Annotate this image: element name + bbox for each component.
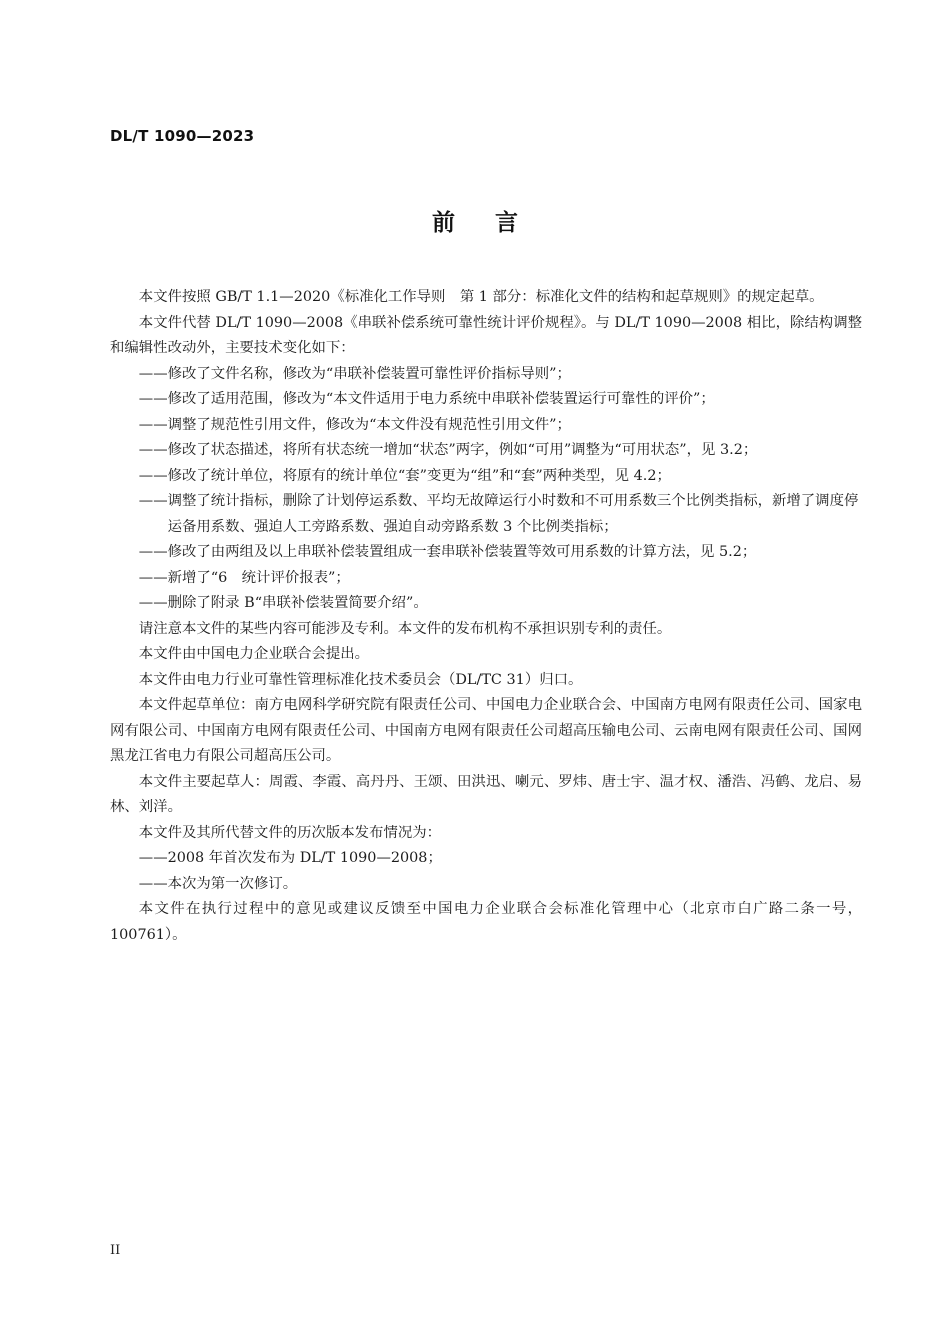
paragraph-patent-notice: 请注意本文件的某些内容可能涉及专利。本文件的发布机构不承担识别专利的责任。 [138,620,672,637]
list-item [110,540,862,566]
list-item-text: 删除了附录 B“串联补偿装置简要介绍”。 [167,595,428,611]
list-item-text: 新增了“6 统计评价报表”； [167,569,350,586]
list-item-text: 修改了统计单位，将原有的统计单位“套”变更为“组”和“套”两种类型，见 4.2； [167,467,671,484]
list-item-text: 本次为第一次修订。 [167,875,298,892]
list-item-text: 2008 年首次发布为 DL/T 1090—2008； [167,850,442,866]
page-number: II [110,1243,121,1258]
list-item [110,566,862,592]
paragraph-history-intro: 本文件及其所代替文件的历次版本发布情况为： [138,824,442,841]
dash-bullet: —— [138,595,168,611]
paragraph-drafting-rules: 本文件按照 GB/T 1.1—2020《标准化工作导则 第 1 部分：标准化文件的结构和起草规则》的规定起草。 [138,289,824,305]
dash-bullet: —— [138,875,168,892]
paragraph-drafters: 本文件主要起草人：周霞、李霞、高丹丹、王颂、田洪迅、喇元、罗炜、唐士宇、温才权、潘浩、冯鹤、龙启、易林、刘洋。 [110,773,862,815]
list-item [110,591,862,617]
list-item [110,387,862,413]
list-item [110,413,862,439]
list-item-text: 调整了规范性引用文件，修改为“本文件没有规范性引用文件”； [167,416,571,433]
dash-bullet: —— [138,544,168,560]
list-item [110,489,862,540]
dash-bullet: —— [138,416,168,433]
list-item-text: 修改了适用范围，修改为“本文件适用于电力系统中串联补偿装置运行可靠性的评价”； [167,391,715,407]
list-item-text: 修改了状态描述，将所有状态统一增加“状态”两字，例如“可用”调整为“可用状态”，见 3.2； [167,442,758,458]
title-char-1: 前 [432,210,455,236]
list-item-text: 调整了统计指标，删除了计划停运系数、平均无故障运行小时数和不可用系数三个比例类指标，新增了调度停运备用系数、强迫人工旁路系数、强迫自动旁路系数 3 个比例类指标； [167,493,859,535]
document-code-header: DL/T 1090—2023 [110,127,255,145]
list-item [110,464,862,490]
dash-bullet: —— [138,850,168,866]
paragraph-replacement: 本文件代替 DL/T 1090—2008《串联补偿系统可靠性统计评价规程》。与 DL/T 1090—2008 相比，除结构调整和编辑性改动外，主要技术变化如下： [110,314,862,356]
list-item [110,846,862,872]
paragraph-committee: 本文件由电力行业可靠性管理标准化技术委员会（DL/TC 31）归口。 [138,671,583,688]
paragraph-proposer: 本文件由中国电力企业联合会提出。 [138,646,370,662]
title-char-2: 言 [495,210,518,236]
section-title [0,204,950,237]
list-item [110,438,862,464]
dash-bullet: —— [138,467,168,484]
dash-bullet: —— [138,365,168,382]
list-item [110,872,862,898]
dash-bullet: —— [138,493,168,509]
list-item-text: 修改了由两组及以上串联补偿装置组成一套串联补偿装置等效可用系数的计算方法，见 5.2； [167,544,757,560]
dash-bullet: —— [138,569,168,586]
list-item [110,362,862,388]
dash-bullet: —— [138,442,168,458]
list-item-text: 修改了文件名称，修改为“串联补偿装置可靠性评价指标导则”； [167,365,571,382]
paragraph-drafting-units: 本文件起草单位：南方电网科学研究院有限责任公司、中国电力企业联合会、中国南方电网有限责任公司、国家电网有限公司、中国南方电网有限责任公司、中国南方电网有限责任公司超高压输电公司、云南电网有限责任公司、国网黑龙江省电力有限公司超高压公司。 [110,697,862,764]
dash-bullet: —— [138,391,168,407]
foreword-body [110,285,862,948]
paragraph-feedback: 本文件在执行过程中的意见或建议反馈至中国电力企业联合会标准化管理中心（北京市白广路二条一号，100761）。 [110,901,862,943]
